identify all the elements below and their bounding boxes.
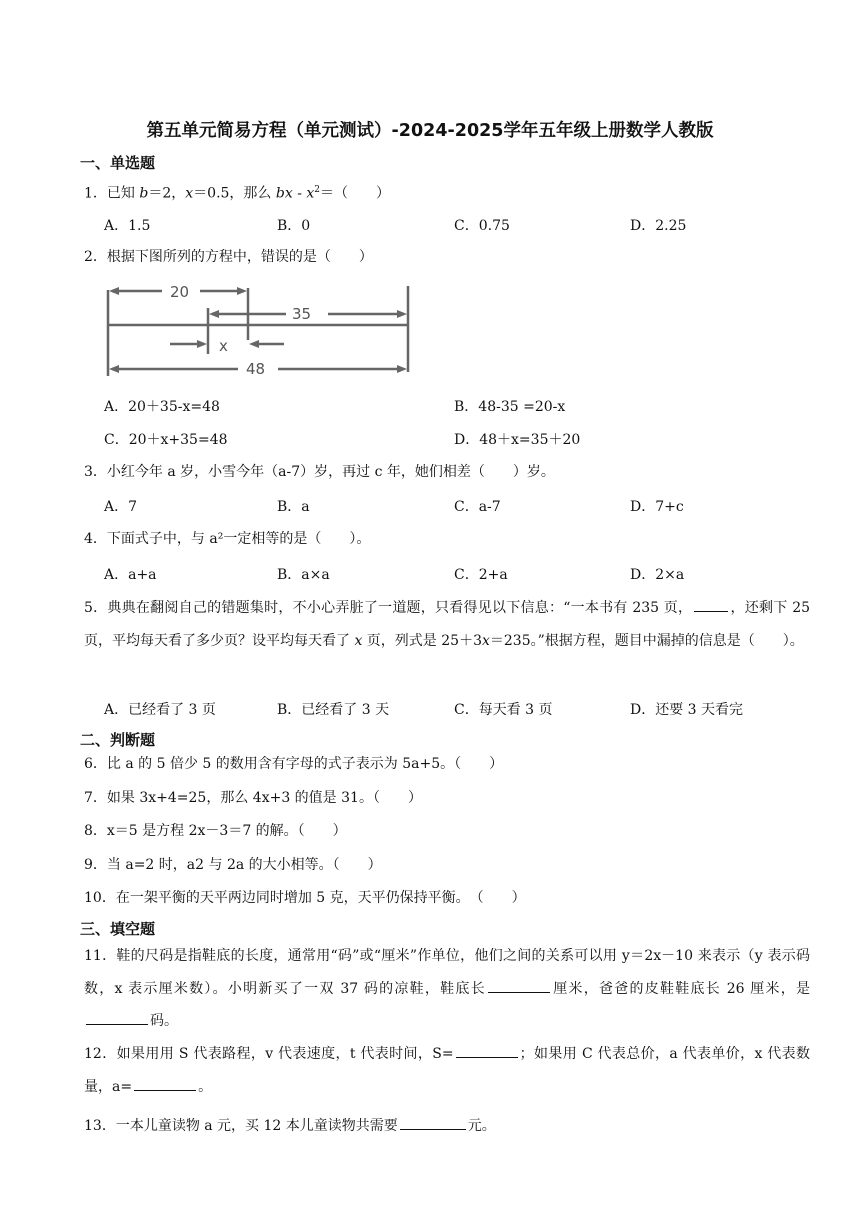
arrowhead [109,365,119,373]
answer-blank [456,1043,518,1058]
q4-option-b: B．a×a [277,567,330,583]
question-8: 8．x＝5 是方程 2x－3＝7 的解。（ ） [84,823,347,839]
question-5 [84,592,810,657]
q5-option-d: D．还要 3 天看完 [630,702,744,718]
question-12-text: 。 [198,1078,213,1095]
question-5-text: ，还剩下 25 页，平均每天看了多少页？设平均每天看了 [84,600,811,649]
line-segment-diagram [106,284,412,378]
label-x: x [219,337,228,355]
q2-option-a: A．20＋35-x=48 [104,399,220,415]
exponent: 2 [314,185,321,195]
question-11-text: 11．鞋的尺码是指鞋底的长度，通常用“码”或“厘米”作单位，他们之间的关系可以用 y＝2x－10 来表示（y 表示码数，x 表示厘米数）。小明新买了一双 37 码的凉鞋，鞋底长 [84,948,810,997]
q5-option-a: A．已经看了 3 页 [104,702,216,718]
q3-option-d: D．7+c [630,499,684,515]
label-48: 48 [246,360,266,378]
q1-option-b: B．0 [277,218,311,234]
variable-x: x [185,185,194,202]
q3-option-a: A．7 [104,499,138,515]
q2-option-d: D．48＋x=35＋20 [454,432,581,448]
arrowhead [197,340,207,348]
answer-blank [86,1010,148,1025]
section-heading-fill-blank: 三、填空题 [80,920,156,938]
question-13 [84,1115,496,1136]
question-10: 10．在一架平衡的天平两边同时增加 5 克，天平仍保持平衡。 （ ） [84,890,526,906]
answer-blank [400,1115,466,1130]
arrowhead [397,310,407,318]
question-11-text: 码。 [150,1013,178,1029]
answer-blank [694,597,728,612]
question-11 [84,940,810,1038]
section-heading-single-choice: 一、单选题 [80,154,156,172]
variable-x: x [306,185,315,202]
q1-option-d: D．2.25 [630,218,687,234]
question-1-number: 1． [84,185,107,202]
question-12-text: ；如果用 C 代表总价，a 代表单价，x 代表数量，a= [84,1046,810,1095]
question-13-text: 13．一本儿童读物 a 元，买 12 本儿童读物共需要 [84,1118,398,1134]
answer-blank [488,978,550,993]
question-1-text: ＝0.5，那么 [193,185,276,202]
question-3: 3．小红今年 a 岁，小雪今年（a-7）岁，再过 c 年，她们相差（ ）岁。 [84,464,555,480]
q4-option-c: C．2+a [454,567,508,583]
question-9: 9．当 a=2 时，a2 与 2a 的大小相等。（ ） [84,857,382,873]
question-7: 7．如果 3x+4=25，那么 4x+3 的值是 31。（ ） [84,790,422,806]
question-6: 6．比 a 的 5 倍少 5 的数用含有字母的式子表示为 5a+5。（ ） [84,756,504,772]
arrowhead [109,287,119,295]
q5-option-b: B．已经看了 3 天 [277,702,390,718]
question-1-text: - [292,185,307,202]
q5-option-c: C．每天看 3 页 [454,702,553,718]
question-5-text: ＝235。”根据方程，题目中漏掉的信息是（ ）。 [489,632,804,649]
arrowhead [209,310,219,318]
question-5-text: 5．典典在翻阅自己的错题集时，不小心弄脏了一道题，只看得见以下信息：“一本书有 235 页， [84,600,693,616]
q2-option-c: C．20＋x+35=48 [104,432,228,448]
q1-option-c: C．0.75 [454,218,510,234]
q3-option-c: C．a-7 [454,499,501,515]
page-title: 第五单元简易方程（单元测试）-2024-2025学年五年级上册数学人教版 [146,121,714,141]
q3-option-b: B．a [277,499,310,515]
question-1 [84,180,390,204]
question-2: 2．根据下图所列的方程中，错误的是（ ） [84,249,373,265]
question-11-text: 厘米，爸爸的皮鞋鞋底长 26 厘米，是 [551,980,811,997]
question-4: 4．下面式子中，与 a²一定相等的是（ ）。 [84,531,371,547]
answer-blank [134,1076,196,1091]
q4-option-a: A．a+a [104,567,157,583]
question-5-text: 页，列式是 25＋3 [362,632,482,649]
section-heading-true-false: 二、判断题 [80,731,156,749]
arrowhead [249,340,259,348]
question-1-text: ＝（ ） [320,185,391,202]
question-1-text: 已知 [106,185,140,202]
label-20: 20 [170,284,190,301]
arrowhead [237,287,247,295]
question-1-text: ＝2， [148,185,186,202]
question-12-text: 12．如果用用 S 代表路程，v 代表速度，t 代表时间，S= [84,1046,454,1062]
variable-x: x [481,632,490,649]
arrowhead [397,365,407,373]
variable-bx: bx [275,185,293,202]
q1-option-a: A．1.5 [104,218,151,234]
variable-x: x [354,632,363,649]
question-13-text: 元。 [467,1118,496,1134]
q2-option-b: B．48-35 =20-x [454,399,566,415]
label-35: 35 [292,305,312,323]
q4-option-d: D．2×a [630,567,685,583]
variable-b: b [139,185,149,202]
question-12 [84,1038,810,1103]
